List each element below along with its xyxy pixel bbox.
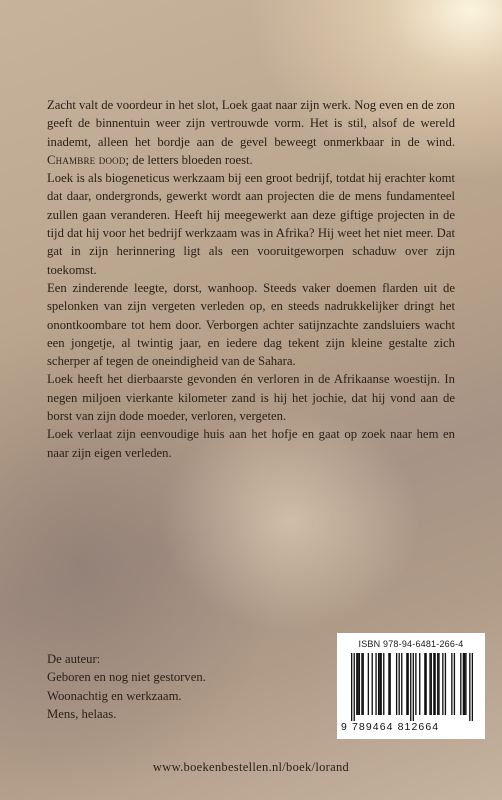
barcode-bar	[472, 653, 473, 721]
barcode-bar	[356, 653, 357, 715]
sign-text: Chambre dood	[47, 152, 126, 167]
barcode-bar	[375, 653, 376, 715]
isbn-barcode	[337, 633, 485, 739]
barcode-bar	[388, 653, 389, 715]
barcode-bar	[361, 653, 362, 715]
barcode-bar	[383, 653, 384, 715]
barcode-bar	[460, 653, 461, 715]
barcode-bar	[390, 653, 391, 715]
barcode-bar	[425, 653, 426, 715]
blurb-paragraph: Loek heeft het dierbaarste gevonden én verloren in de Afrikaanse woestijn. In negen miljoen vierkante kilometer zand is hij het jochie, dat hij vond aan de borst van zijn dode moeder, verloren, vergeten.	[47, 372, 455, 424]
barcode-bar	[359, 653, 360, 715]
author-line: Geboren en nog niet gestorven.	[47, 670, 206, 685]
barcode-bar	[368, 653, 369, 715]
barcode-bar	[357, 653, 358, 715]
blurb-paragraph: Loek is als biogeneticus werkzaam bij een groot bedrijf, totdat hij erachter komt dat daar, ondergronds, gewerkt wordt aan projecten die de mens fundamenteel zullen gaan veranderen. Heeft hij meegewerkt aan deze giftige projecten in de tijd dat hij voor het bedrijf werkzaam was in Afrika? Hij weet het niet meer. Dat gat in zijn herinnering ligt als een vooruitgeworpen schaduw over zijn toekomst.	[47, 171, 455, 277]
barcode-bar	[454, 653, 455, 715]
barcode-bar	[415, 653, 416, 715]
barcode-bar	[419, 653, 420, 715]
blurb-paragraph: Loek verlaat zijn eenvoudige huis aan het hofje en gaat op zoek naar hem en naar zijn eigen verleden.	[47, 427, 455, 460]
barcode-bar	[442, 653, 443, 715]
barcode-bar	[399, 653, 400, 715]
barcode-bar	[434, 653, 435, 715]
barcode-bars	[351, 653, 473, 721]
blurb-paragraph: Zacht valt de voordeur in het slot, Loek gaat naar zijn werk. Nog even en de zon geeft de binnentuin weer zijn vertrouwde vorm. Het is stil, alsof de wereld inademt, alleen het bordje aan de gevel beweegt onmerkbaar in de wind. Chambre dood; de letters bloeden roest.	[47, 98, 455, 167]
barcode-bar	[381, 653, 382, 715]
barcode-bar	[408, 653, 409, 715]
barcode-bar	[351, 653, 352, 721]
barcode-bar	[429, 653, 430, 715]
barcode-bar	[406, 653, 407, 715]
ean-digits: 9 789464 812664	[341, 721, 440, 733]
barcode-bar	[354, 653, 355, 721]
barcode-bar	[363, 653, 364, 715]
blurb-paragraph: Een zinderende leegte, dorst, wanhoop. Steeds vaker doemen flarden uit de spelonken van zijn vergeten verleden op, en steeds nadrukkelijker dringt het onontkoombare tot hem door. Verborgen achter satijnzachte zandsluiers wacht een jongetje, al twintig jaar, en iedere dag tekent zijn kleine gestalte zich scherper af tegen de oneindigheid van de Sahara.	[47, 280, 455, 369]
barcode-bar	[378, 653, 379, 715]
barcode-bar	[465, 653, 466, 715]
barcode-bar	[438, 653, 439, 715]
barcode-bar	[424, 653, 425, 715]
barcode-bar	[372, 653, 373, 715]
barcode-bar	[433, 653, 434, 715]
barcode-bar	[463, 653, 464, 715]
barcode-bar	[401, 653, 402, 715]
author-heading: De auteur:	[47, 652, 101, 666]
barcode-bar	[396, 653, 397, 715]
author-line: Mens, helaas.	[47, 707, 117, 722]
barcode-bar	[464, 653, 465, 715]
barcode-bar	[431, 653, 432, 715]
author-section	[47, 650, 297, 724]
isbn-label: ISBN 978-94-6481-266-4	[358, 639, 464, 649]
blurb-text	[47, 96, 455, 462]
barcode-bar	[413, 653, 414, 721]
barcode-bar	[379, 653, 380, 715]
barcode-bar	[437, 653, 438, 715]
barcode-bar	[410, 653, 411, 721]
website-url: www.boekenbestellen.nl/boek/lorand	[152, 760, 350, 774]
barcode-bar	[451, 653, 452, 715]
author-line: Woonachtig en werkzaam.	[47, 688, 182, 703]
barcode-bar	[445, 653, 446, 715]
barcode-bar	[469, 653, 470, 721]
